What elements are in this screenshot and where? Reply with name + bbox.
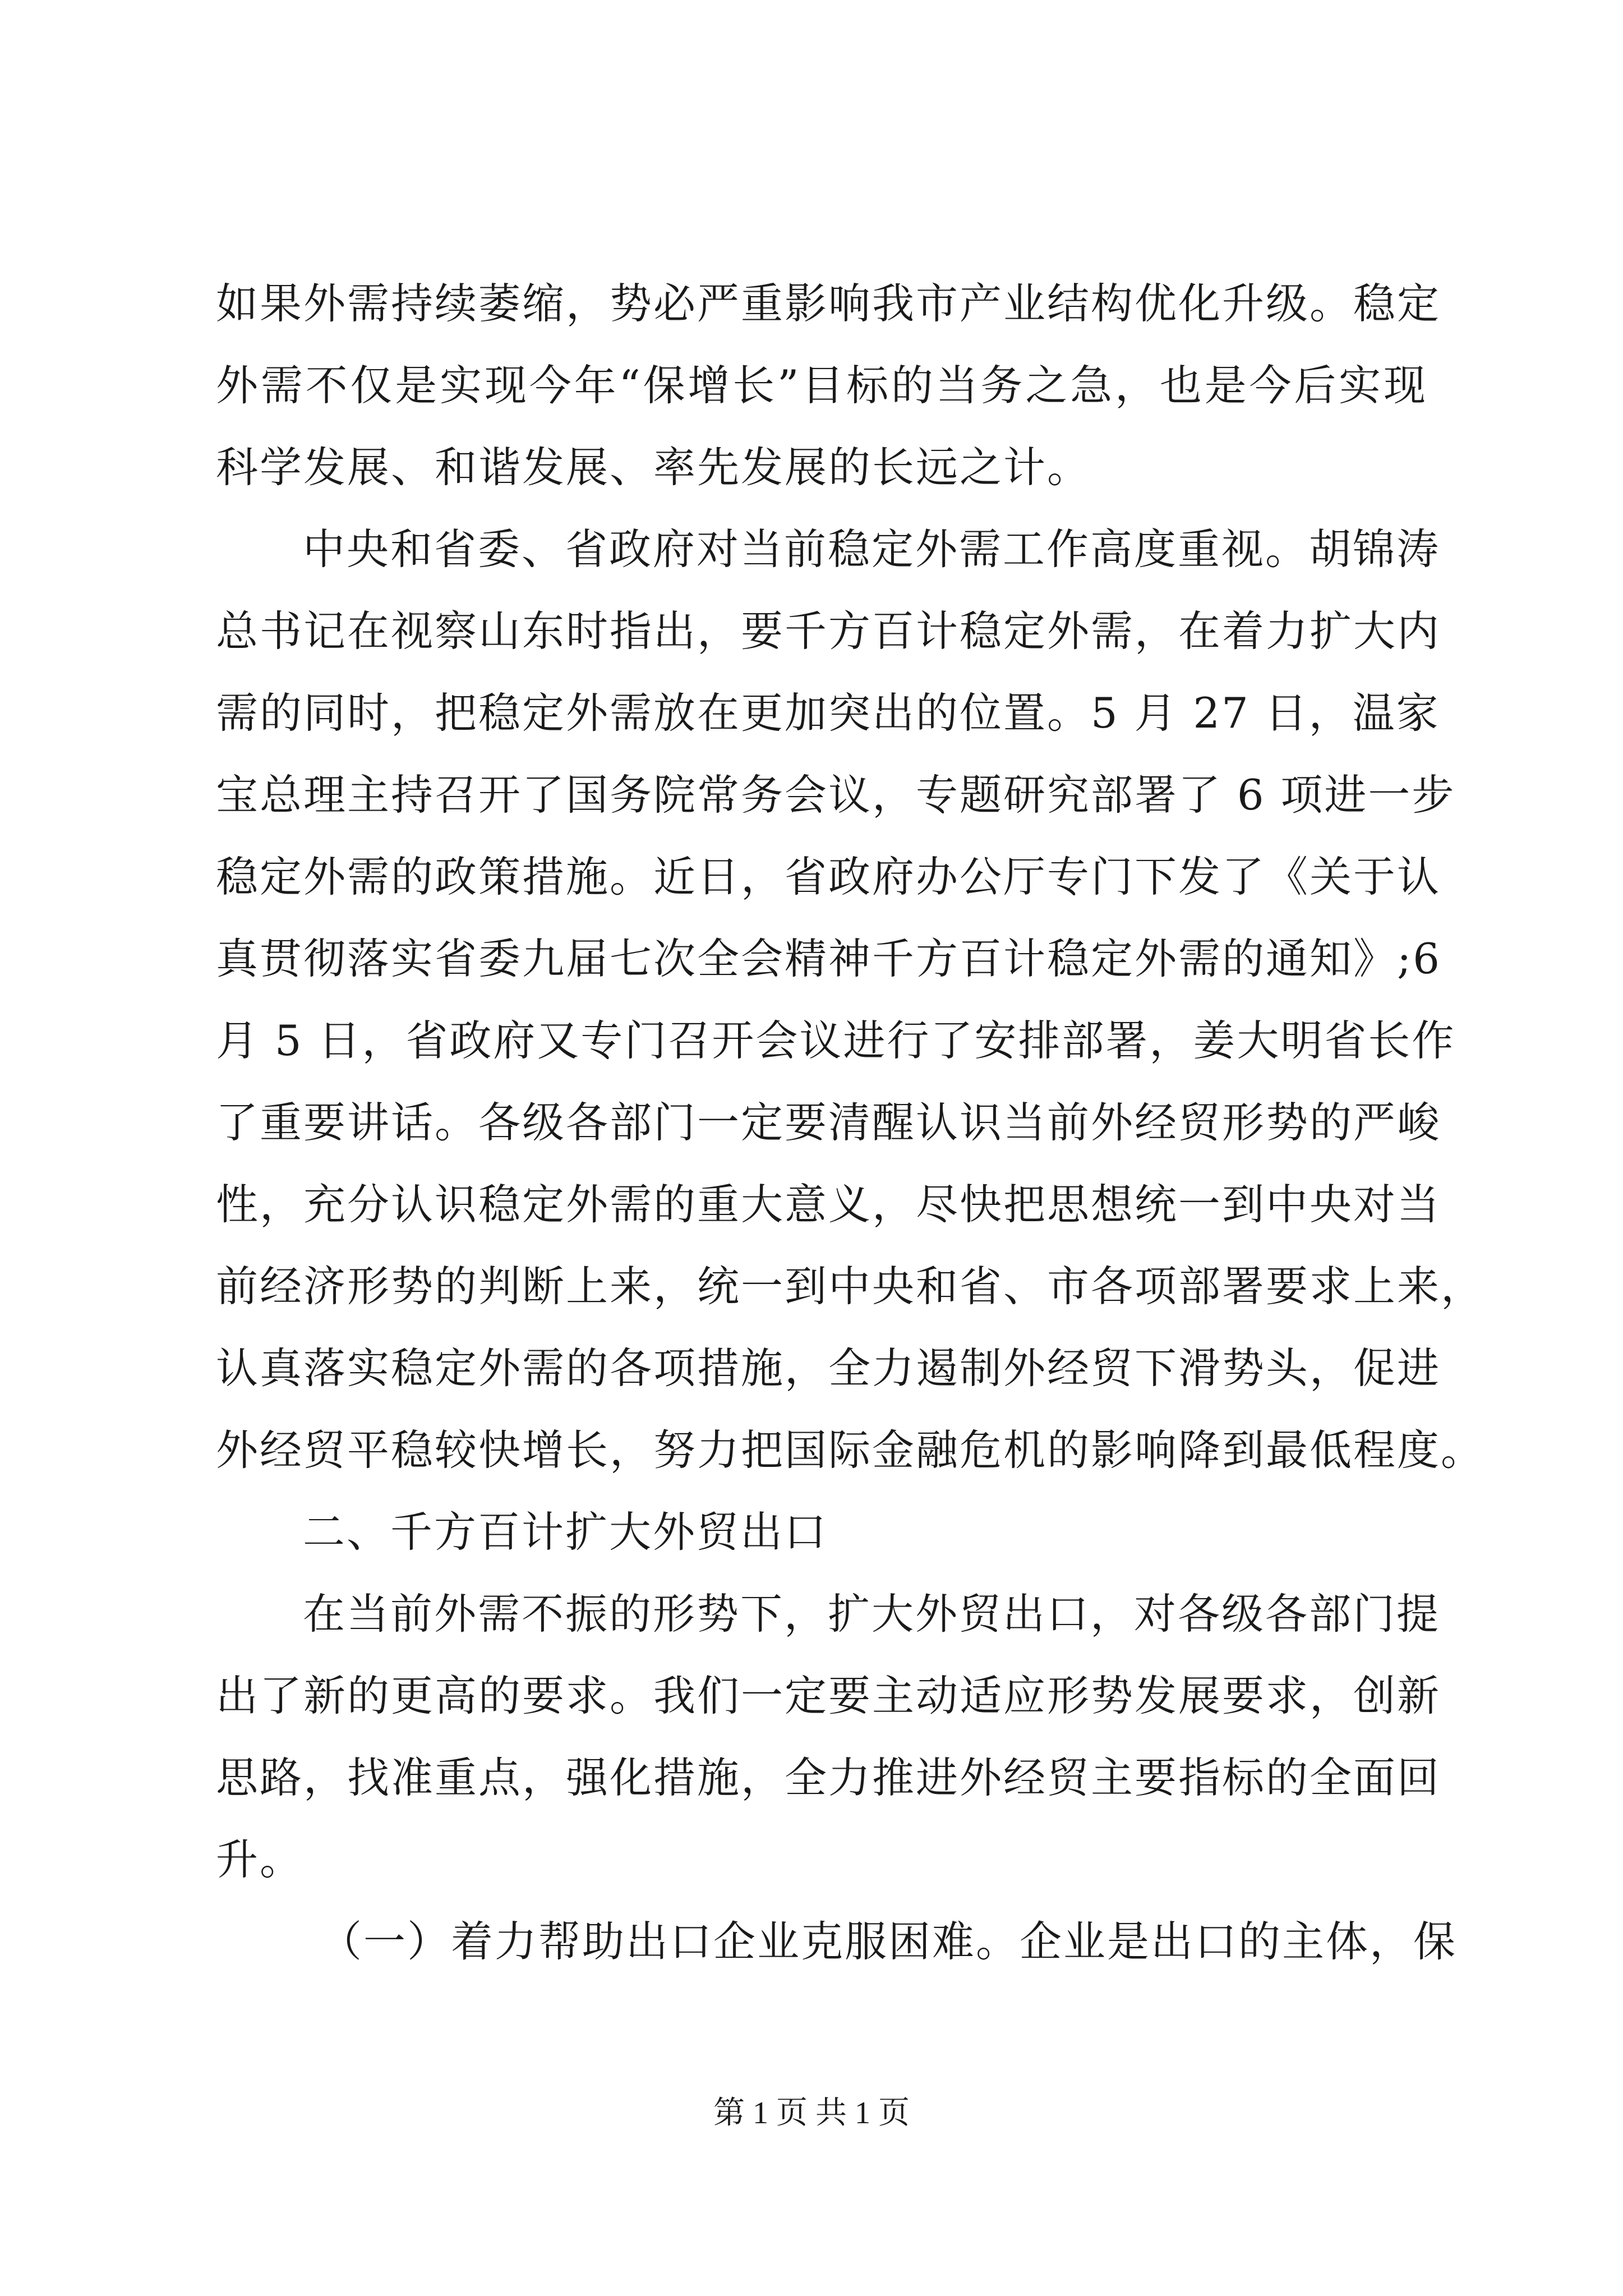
text-line: 稳定外需的政策措施。近日，省政府办公厅专门下发了《关于认 — [216, 852, 1441, 901]
text-line: 外经贸平稳较快增长，努力把国际金融危机的影响降到最低程度。 — [216, 1425, 1485, 1475]
text-line: 中央和省委、省政府对当前稳定外需工作高度重视。胡锦涛 — [303, 524, 1441, 574]
text-line: 前经济形势的判断上来，统一到中央和省、市各项部署要求上来， — [216, 1262, 1485, 1311]
text-line: 认真落实稳定外需的各项措施，全力遏制外经贸下滑势头，促进 — [216, 1343, 1441, 1393]
section-heading: 二、千方百计扩大外贸出口 — [303, 1507, 828, 1557]
text-line: 月 5 日，省政府又专门召开会议进行了安排部署，姜大明省长作 — [216, 1016, 1456, 1065]
text-line: （一）着力帮助出口企业克服困难。企业是出口的主体，保 — [320, 1917, 1458, 1966]
text-line: 宝总理主持召开了国务院常务会议，专题研究部署了 6 项进一步 — [216, 770, 1456, 820]
text-line: 在当前外需不振的形势下，扩大外贸出口，对各级各部门提 — [303, 1589, 1441, 1639]
text-line: 性，充分认识稳定外需的重大意义，尽快把思想统一到中央对当 — [216, 1180, 1441, 1229]
text-line: 如果外需持续萎缩，势必严重影响我市产业结构优化升级。稳定 — [216, 279, 1441, 328]
text-line: 升。 — [216, 1835, 304, 1884]
text-line: 出了新的更高的要求。我们一定要主动适应形势发展要求，创新 — [216, 1671, 1441, 1720]
text-line: 总书记在视察山东时指出，要千方百计稳定外需，在着力扩大内 — [216, 606, 1441, 656]
text-line: 科学发展、和谐发展、率先发展的长远之计。 — [216, 443, 1091, 492]
text-line: 真贯彻落实省委九届七次全会精神千方百计稳定外需的通知》;6 — [216, 934, 1441, 983]
text-line: 思路，找准重点，强化措施，全力推进外经贸主要指标的全面回 — [216, 1753, 1441, 1802]
text-line: 了重要讲话。各级各部门一定要清醒认识当前外经贸形势的严峻 — [216, 1098, 1441, 1147]
page-footer: 第 1 页 共 1 页 — [713, 2096, 910, 2131]
text-line: 外需不仅是实现今年“保增长”目标的当务之急，也是今后实现 — [216, 361, 1427, 410]
document-body — [216, 263, 1485, 1982]
text-line: 需的同时，把稳定外需放在更加突出的位置。5 月 27 日，温家 — [216, 688, 1440, 738]
